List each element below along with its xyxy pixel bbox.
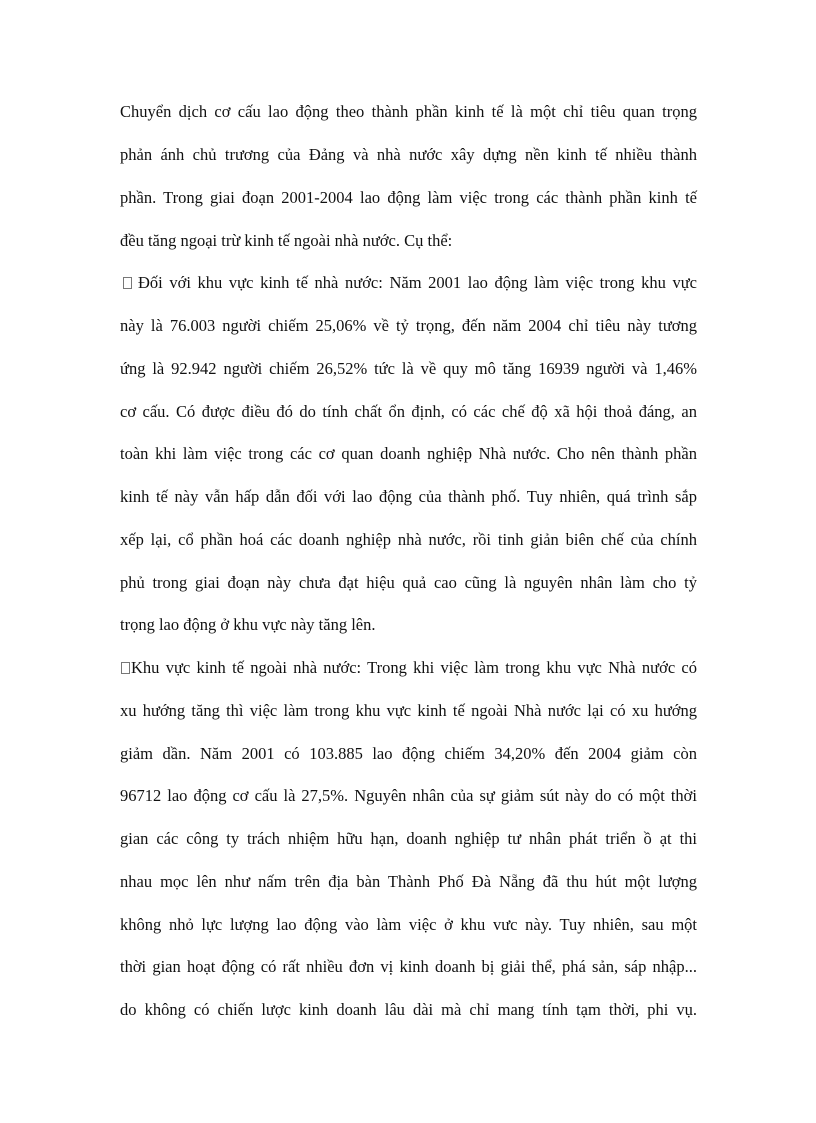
paragraph-2-line-4: cơ cấu. Có được điều đó do tính chất ổn định, có các chế độ xã hội thoả đáng, an (120, 402, 697, 421)
paragraph-3-line-8: thời gian hoạt động có rất nhiều đơn vị kinh doanh bị giải thể, phá sản, sáp nhập... (120, 957, 697, 976)
paragraph-3-line-9: do không có chiến lược kinh doanh lâu dài mà chỉ mang tính tạm thời, phi vụ. (120, 1000, 697, 1019)
paragraph-3-line-6: nhau mọc lên như nấm trên địa bàn Thành Phố Đà Nẵng đã thu hút một lượng (120, 872, 697, 891)
paragraph-2-line-6: kinh tế này vẫn hấp dẫn đối với lao động của thành phố. Tuy nhiên, quá trình sắp (120, 487, 697, 506)
paragraph-2-line-9: trọng lao động ở khu vực này tăng lên. (120, 615, 376, 634)
paragraph-2-line-5: toàn khi làm việc trong các cơ quan doanh nghiệp Nhà nước. Cho nên thành phần (120, 444, 697, 463)
paragraph-3-line-1-text: Khu vực kinh tế ngoài nhà nước: Trong khi việc làm trong khu vực Nhà nước có (131, 658, 697, 677)
paragraph-2-line-2: này là 76.003 người chiếm 25,06% về tỷ trọng, đến năm 2004 chỉ tiêu này tương (120, 316, 697, 335)
paragraph-1-line-1: Chuyển dịch cơ cấu lao động theo thành phần kinh tế là một chỉ tiêu quan trọng (120, 102, 697, 121)
paragraph-3-line-2: xu hướng tăng thì việc làm trong khu vực kinh tế ngoài Nhà nước lại có xu hướng (120, 701, 697, 720)
paragraph-2-line-1-text: Đối với khu vực kinh tế nhà nước: Năm 2001 lao động làm việc trong khu vực (138, 273, 697, 292)
paragraph-1-line-4: đều tăng ngoại trừ kinh tế ngoài nhà nước. Cụ thể: (120, 231, 453, 250)
paragraph-3-line-4: 96712 lao động cơ cấu là 27,5%. Nguyên nhân của sự giảm sút này do có một thời (120, 786, 697, 805)
paragraph-3-line-3: giảm dần. Năm 2001 có 103.885 lao động chiếm 34,20% đến 2004 giảm còn (120, 744, 697, 763)
square-bullet-icon (123, 277, 132, 289)
paragraph-2-line-7: xếp lại, cổ phần hoá các doanh nghiệp nhà nước, rồi tinh giản biên chế của chính (120, 530, 697, 549)
paragraph-2-line-8: phủ trong giai đoạn này chưa đạt hiệu quả cao cũng là nguyên nhân làm cho tỷ (120, 573, 697, 592)
paragraph-3-line-1 (121, 655, 697, 681)
paragraph-1-line-2: phản ánh chủ trương của Đảng và nhà nước xây dựng nền kinh tế nhiều thành (120, 145, 697, 164)
paragraph-2-line-1 (123, 270, 697, 296)
square-bullet-icon (121, 662, 130, 674)
paragraph-1-line-3: phần. Trong giai đoạn 2001-2004 lao động làm việc trong các thành phần kinh tế (120, 188, 697, 207)
paragraph-2-line-3: ứng là 92.942 người chiếm 26,52% tức là về quy mô tăng 16939 người và 1,46% (120, 359, 697, 378)
paragraph-3-line-5: gian các công ty trách nhiệm hữu hạn, doanh nghiệp tư nhân phát triển ồ ạt thi (120, 829, 697, 848)
paragraph-3-line-7: không nhỏ lực lượng lao động vào làm việc ở khu vưc này. Tuy nhiên, sau một (120, 915, 697, 934)
